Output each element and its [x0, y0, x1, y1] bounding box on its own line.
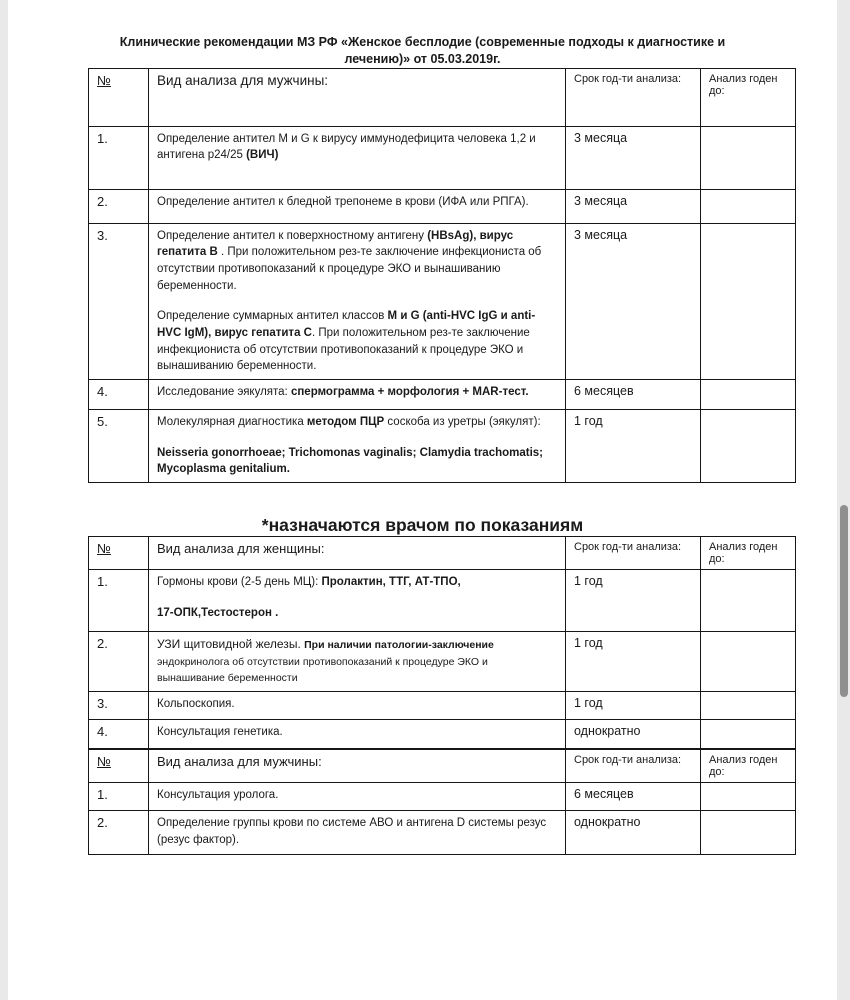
- table-row: [89, 692, 796, 720]
- analysis-type-cell: УЗИ щитовидной железы. При наличии патологии-заключение эндокринолога об отсутствии противопоказаний к процедуре ЭКО и вынашивание беременности: [149, 632, 566, 692]
- valid-until-cell: [701, 223, 796, 379]
- hormones-continued: 17-ОПК,Тестостерон .: [157, 606, 279, 619]
- valid-until-cell: [701, 410, 796, 483]
- hepatitis-c-paragraph: Определение суммарных антител классов М и G (anti-HVC IgG и anti-HVC IgM), вирус гепатита С. При положительном рез-те заключение инфекциониста об отсутствии противопоказаний к процедуре ЭКО и вынашиванию беременности.: [157, 310, 536, 373]
- hormones-paragraph: Гормоны крови (2-5 день МЦ): Пролактин, ТТГ, АТ-ТПО,: [157, 576, 461, 589]
- row-number-cell: 4.: [89, 380, 149, 410]
- row-number-cell: 4.: [89, 720, 149, 749]
- col-header-validity-term: Срок год-ти анализа:: [566, 537, 701, 570]
- table-row: [89, 720, 796, 749]
- row-number-cell: 3.: [89, 223, 149, 379]
- table-row: [89, 811, 796, 855]
- valid-until-cell: [701, 380, 796, 410]
- analysis-type-cell: Консультация генетика.: [149, 720, 566, 749]
- analysis-type-cell: [149, 570, 566, 632]
- analysis-type-cell: Кольпоскопия.: [149, 692, 566, 720]
- col-header-analysis-type: Вид анализа для мужчины:: [149, 68, 566, 126]
- hepatitis-b-paragraph: Определение антител к поверхностному антигену (HBsAg), вирус гепатита В . При положительном рез-те заключение инфекциониста об отсутствии противопоказаний к процедуре ЭКО и вынашиванию беременности.: [157, 229, 542, 292]
- validity-term-cell: 6 месяцев: [566, 783, 701, 811]
- table-row: [89, 410, 796, 483]
- table-header-row: [89, 537, 796, 570]
- validity-term-cell: 1 год: [566, 632, 701, 692]
- analysis-type-cell: [149, 410, 566, 483]
- valid-until-cell: [701, 811, 796, 855]
- table-row: [89, 380, 796, 410]
- valid-until-cell: [701, 570, 796, 632]
- pathogens-list: Neisseria gonorrhoeae; Trichomonas vaginalis; Clamydia trachomatis; Mycoplasma genitalium.: [157, 446, 544, 476]
- row-number-cell: 1.: [89, 126, 149, 189]
- row-number-cell: 5.: [89, 410, 149, 483]
- validity-term-cell: 3 месяца: [566, 223, 701, 379]
- document-page: [8, 0, 837, 1000]
- table-row: [89, 570, 796, 632]
- valid-until-cell: [701, 692, 796, 720]
- validity-term-cell: 1 год: [566, 410, 701, 483]
- row-number-cell: 3.: [89, 692, 149, 720]
- pcr-paragraph: Молекулярная диагностика методом ПЦР соскоба из уретры (эякулят):: [157, 416, 541, 429]
- men-additional-analyses-table: [88, 749, 796, 855]
- table-row: [89, 126, 796, 189]
- doctor-prescription-note: *назначаются врачом по показаниям: [261, 515, 584, 536]
- col-header-validity-term: Срок год-ти анализа:: [566, 68, 701, 126]
- validity-term-cell: 6 месяцев: [566, 380, 701, 410]
- validity-term-cell: 3 месяца: [566, 126, 701, 189]
- col-header-number: №: [89, 537, 149, 570]
- validity-term-cell: 1 год: [566, 692, 701, 720]
- analysis-type-cell: Определение группы крови по системе АВО и антигена D системы резус (резус фактор).: [149, 811, 566, 855]
- analysis-type-cell: Определение антител к бледной трепонеме в крови (ИФА или РПГА).: [149, 189, 566, 223]
- col-header-valid-until: Анализ годен до:: [701, 750, 796, 783]
- table-row: [89, 223, 796, 379]
- table-row: [89, 189, 796, 223]
- document-title: Клинические рекомендации МЗ РФ «Женское бесплодие (современные подходы к диагностике и лечению)» от 05.03.2019г.: [119, 35, 726, 66]
- table-header-row: [89, 750, 796, 783]
- validity-term-cell: 1 год: [566, 570, 701, 632]
- analysis-type-cell: Определение антител M и G к вирусу иммунодефицита человека 1,2 и антигена p24/25 (ВИЧ): [149, 126, 566, 189]
- valid-until-cell: [701, 783, 796, 811]
- men-analyses-table: [88, 68, 796, 483]
- row-number-cell: 2.: [89, 189, 149, 223]
- col-header-validity-term: Срок год-ти анализа:: [566, 750, 701, 783]
- analysis-type-cell: Исследование эякулята: спермограмма + морфология + MAR-тест.: [149, 380, 566, 410]
- col-header-valid-until: Анализ годен до:: [701, 537, 796, 570]
- validity-term-cell: однократно: [566, 720, 701, 749]
- col-header-number: №: [89, 750, 149, 783]
- table-header-row: [89, 68, 796, 126]
- row-number-cell: 1.: [89, 570, 149, 632]
- col-header-analysis-type: Вид анализа для мужчины:: [149, 750, 566, 783]
- row-number-cell: 2.: [89, 632, 149, 692]
- table-row: [89, 783, 796, 811]
- table-row: [89, 632, 796, 692]
- row-number-cell: 2.: [89, 811, 149, 855]
- women-analyses-table: [88, 536, 796, 749]
- valid-until-cell: [701, 189, 796, 223]
- scrollbar-track[interactable]: [837, 0, 850, 1000]
- analysis-type-cell: [149, 223, 566, 379]
- row-number-cell: 1.: [89, 783, 149, 811]
- valid-until-cell: [701, 632, 796, 692]
- col-header-analysis-type: Вид анализа для женщины:: [149, 537, 566, 570]
- col-header-valid-until: Анализ годен до:: [701, 68, 796, 126]
- col-header-number: №: [89, 68, 149, 126]
- scrollbar-thumb[interactable]: [840, 505, 848, 697]
- valid-until-cell: [701, 126, 796, 189]
- valid-until-cell: [701, 720, 796, 749]
- validity-term-cell: однократно: [566, 811, 701, 855]
- analysis-type-cell: Консультация уролога.: [149, 783, 566, 811]
- validity-term-cell: 3 месяца: [566, 189, 701, 223]
